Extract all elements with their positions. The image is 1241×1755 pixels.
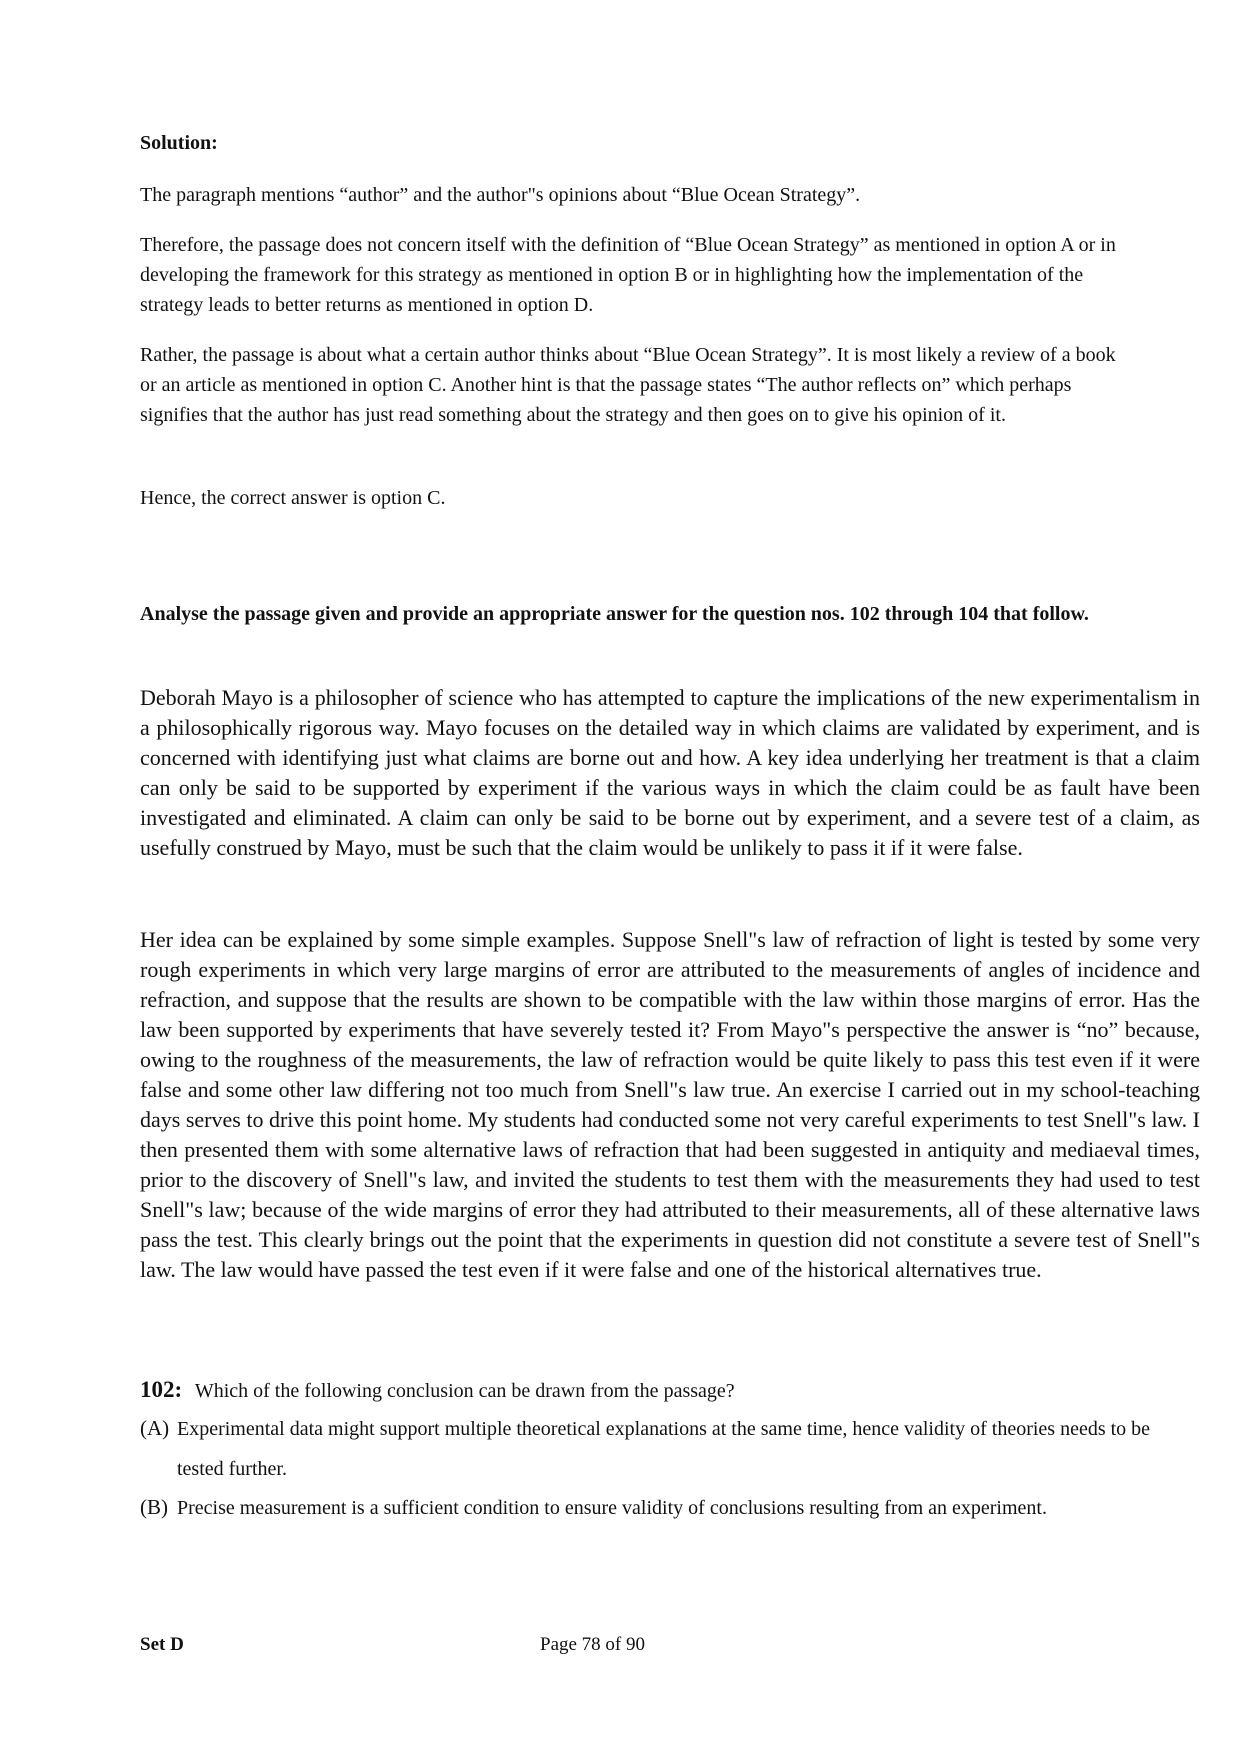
footer-set-label: Set D (140, 1634, 184, 1655)
solution-heading: Solution: (140, 132, 218, 154)
option-letter: (B) (140, 1495, 168, 1519)
passage-paragraph: Her idea can be explained by some simple examples. Suppose Snell"s law of refraction of light is tested by some very rough experiments in which very large margins of error are attributed to the measurements of angles of incidence and refraction, and suppose that the results are shown to be compatible with the law within those margins of error. Has the law been supported by experiments that have severely tested it? From Mayo"s perspective the answer is “no” because, owing to the roughness of the measurements, the law of refraction would be quite likely to pass this test even if it were false and some other law differing not too much from Snell"s law true. An exercise I carried out in my school-teaching days serves to drive this point home. My students had conducted some not very careful experiments to test Snell"s law. I then presented them with some alternative laws of refraction that had been suggested in antiquity and mediaeval times, prior to the discovery of Snell"s law, and invited the students to test them with the measurements they had used to test Snell"s law; because of the wide margins of error they had attributed to their measurements, all of these alternative laws pass the test. This clearly brings out the point that the experiments in question did not constitute a severe test of Snell"s law. The law would have passed the test even if it were false and one of the historical alternatives true. (140, 927, 1200, 1282)
passage-instruction: Analyse the passage given and provide an appropriate answer for the question nos. 102 through 104 that follow. (140, 603, 1089, 625)
footer-page-number: Page 78 of 90 (540, 1634, 646, 1655)
solution-paragraph: Rather, the passage is about what a certain author thinks about “Blue Ocean Strategy”. It is most likely a review of a book or an article as mentioned in option C. Another hint is that the passage states “The author reflects on” which perhaps signifies that the author has just read something about the strategy and then goes on to give his opinion of it. (140, 344, 1116, 426)
question-number: 102: (140, 1377, 183, 1402)
option-a (140, 1408, 1170, 1489)
solution-paragraph: The paragraph mentions “author” and the author"s opinions about “Blue Ocean Strategy”. (140, 184, 861, 206)
passage-paragraph: Deborah Mayo is a philosopher of science who has attempted to capture the implications of the new experimentalism in a philosophically rigorous way. Mayo focuses on the detailed way in which claims are validated by experiment, and is concerned with identifying just what claims are borne out and how. A key idea underlying her treatment is that a claim can only be said to be supported by experiment if the various ways in which the claim could be as fault have been investigated and eliminated. A claim can only be said to be borne out by experiment, and a severe test of a claim, as usefully construed by Mayo, must be such that the claim would be unlikely to pass it if it were false. (140, 685, 1200, 860)
option-b (140, 1487, 1170, 1528)
option-text: Experimental data might support multiple theoretical explanations at the same time, hence validity of theories needs to be tested further. (177, 1418, 1151, 1480)
question-102 (140, 1375, 1210, 1406)
solution-answer: Hence, the correct answer is option C. (140, 487, 446, 509)
option-letter: (A) (140, 1416, 170, 1440)
option-text: Precise measurement is a sufficient condition to ensure validity of conclusions resulting from an experiment. (177, 1497, 1047, 1519)
question-text: Which of the following conclusion can be drawn from the passage? (194, 1380, 735, 1402)
solution-paragraph: Therefore, the passage does not concern itself with the definition of “Blue Ocean Strategy” as mentioned in option A or in developing the framework for this strategy as mentioned in option B or in highlighting how the implementation of the strategy leads to better returns as mentioned in option D. (140, 234, 1116, 316)
